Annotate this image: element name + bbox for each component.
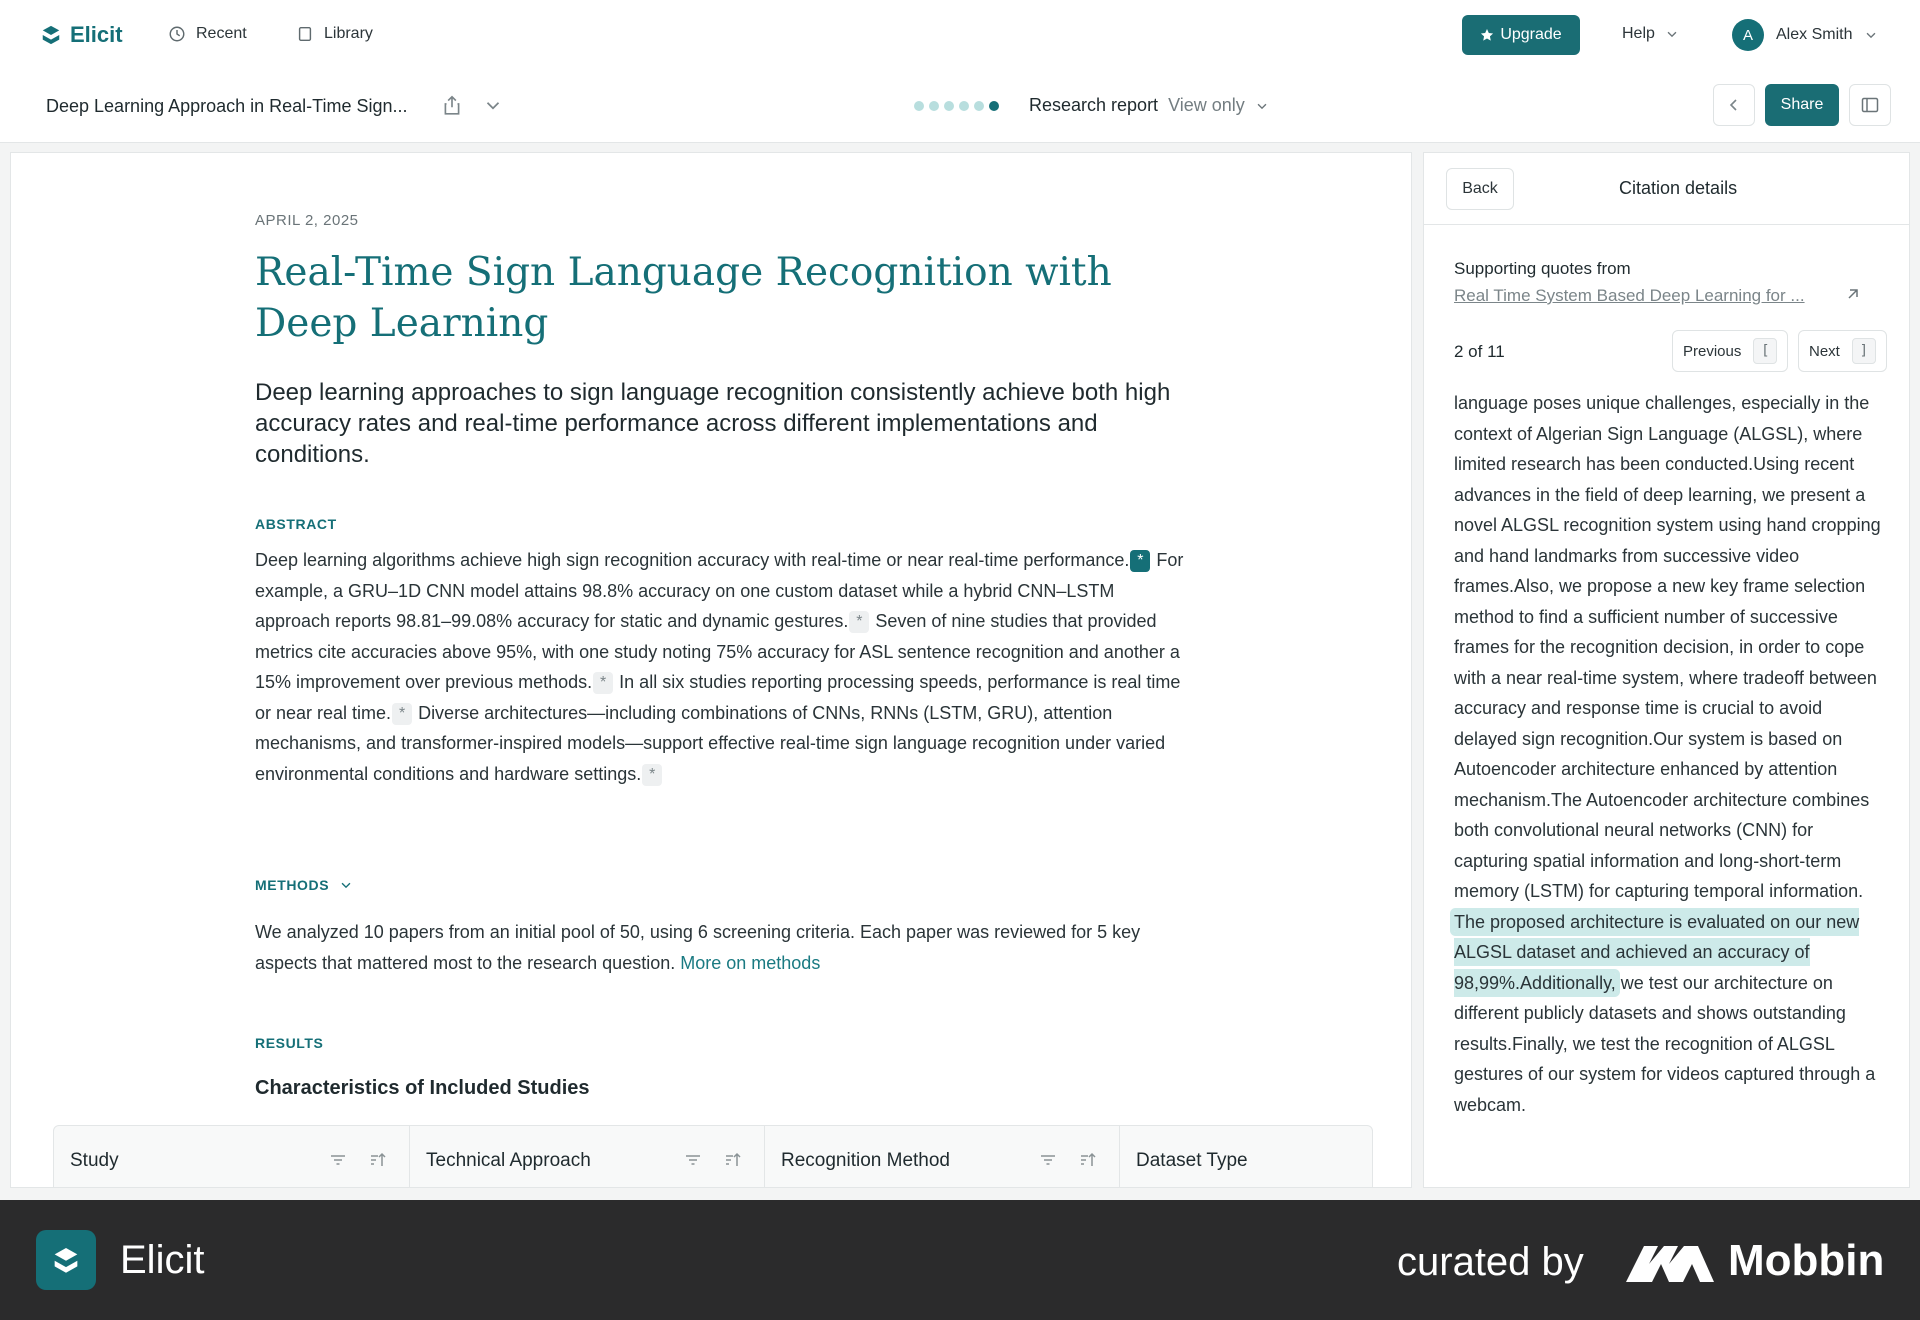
chevron-down-icon[interactable]	[482, 94, 504, 116]
progress-dot-active	[989, 101, 999, 111]
nav-recent-label: Recent	[196, 25, 247, 42]
brand-name: Elicit	[70, 22, 123, 47]
supporting-quotes-label: Supporting quotes from	[1454, 259, 1631, 278]
mobbin-wordmark: Mobbin	[1728, 1236, 1885, 1285]
chevron-down-icon	[1255, 99, 1269, 113]
user-name: Alex Smith	[1776, 26, 1853, 43]
citation-panel	[1423, 152, 1910, 1188]
methods-body: We analyzed 10 papers from an initial pool of 50, using 6 screening criteria. Each paper was reviewed for 5 key aspects that mattered most to the research question.	[255, 922, 1141, 973]
view-mode: View only	[1168, 95, 1245, 115]
methods-text	[255, 917, 1185, 978]
help-menu[interactable]	[1622, 25, 1679, 43]
report-date: APRIL 2, 2025	[255, 212, 359, 229]
column-label: Recognition Method	[781, 1150, 950, 1171]
progress-dot	[974, 101, 984, 111]
sort-icon[interactable]	[369, 1151, 387, 1169]
abstract-heading-label: ABSTRACT	[255, 516, 337, 532]
collapse-button[interactable]	[1713, 84, 1755, 126]
toggle-panel-button[interactable]	[1849, 84, 1891, 126]
column-label: Dataset Type	[1136, 1150, 1248, 1171]
progress-dot	[914, 101, 924, 111]
document-title[interactable]: Deep Learning Approach in Real-Time Sign...	[46, 96, 408, 116]
external-link-icon[interactable]	[1844, 285, 1862, 303]
book-icon	[296, 25, 314, 43]
elicit-logo-icon	[36, 1230, 96, 1290]
progress-dot	[959, 101, 969, 111]
nav-recent[interactable]	[168, 25, 247, 43]
sort-icon[interactable]	[1079, 1151, 1097, 1169]
share-icon[interactable]	[441, 94, 463, 116]
column-label: Technical Approach	[426, 1150, 591, 1171]
column-header-recognition-method[interactable]	[765, 1126, 1120, 1188]
methods-heading[interactable]	[255, 877, 353, 893]
citation-marker[interactable]: *	[593, 672, 613, 694]
progress-dots	[914, 101, 999, 111]
mobbin-logo-icon	[1626, 1240, 1714, 1282]
citation-marker[interactable]: *	[392, 703, 412, 725]
results-heading	[255, 1035, 324, 1051]
quote-highlight: The proposed architecture is evaluated on our new ALGSL dataset and achieved an accuracy of 98,99%.Additionally,	[1454, 911, 1860, 993]
filter-icon[interactable]	[329, 1151, 347, 1169]
report-label: Research report	[1029, 95, 1159, 115]
share-button[interactable]: Share	[1765, 84, 1839, 126]
quote-text: language poses unique challenges, especially in the context of Algerian Sign Language (ALGSL), where limited research has been conducted.Using recent advances in the field of deep learning, we present a novel ALGSL recognition system using hand cropping and hand landmarks from successive video frames.Also, we propose a new key frame selection method to find a sufficient number of successive frames for the recognition decision, in order to cope with a near real-time system, where tradeoff between accuracy and response time is crucial to avoid delayed sign recognition.Our system is based on Autoencoder architecture enhanced by attention mechanism.The Autoencoder architecture combines both convolutional neural networks (CNN) for capturing spatial information and long-short-term memory (LSTM) for capturing temporal information.	[1454, 393, 1881, 901]
back-button[interactable]: Back	[1446, 168, 1514, 210]
avatar: A	[1732, 19, 1764, 51]
chevron-down-icon	[1665, 27, 1679, 41]
upgrade-label: Upgrade	[1500, 26, 1562, 43]
progress-dot	[929, 101, 939, 111]
next-shortcut: ]	[1852, 338, 1876, 364]
chevron-down-icon	[1864, 28, 1878, 42]
nav-library[interactable]	[296, 25, 373, 43]
abstract-text	[255, 545, 1185, 789]
sidebar-toggle-icon	[1861, 96, 1879, 114]
user-menu[interactable]	[1732, 19, 1878, 51]
quote-text: we test our architecture on different publicly datasets and shows outstanding results.Finally, we test the recognition of ALGSL gestures of our system for videos captured through a webcam.	[1454, 972, 1876, 1115]
report-document	[10, 152, 1412, 1188]
abstract-sentence: Diverse architectures—including combinations of CNNs, RNNs (LSTM, GRU), attention mechanisms, and transformer-inspired models—support effective real-time sign language recognition under varied environmental conditions and hardware settings.	[255, 702, 1166, 784]
brand-logo[interactable]	[40, 22, 123, 48]
supporting-quote	[1454, 388, 1890, 1120]
help-label: Help	[1622, 25, 1655, 42]
mobbin-logo	[1626, 1236, 1884, 1286]
filter-icon[interactable]	[684, 1151, 702, 1169]
chevron-left-icon	[1726, 97, 1742, 113]
next-button[interactable]	[1798, 330, 1887, 372]
report-summary: Deep learning approaches to sign language recognition consistently achieve both high accuracy rates and real-time performance across different implementations and conditions.	[255, 379, 1171, 468]
column-header-study[interactable]	[54, 1126, 410, 1188]
citation-marker[interactable]: *	[849, 611, 869, 633]
column-header-dataset-type[interactable]	[1120, 1126, 1372, 1188]
abstract-sentence: Deep learning algorithms achieve high sign recognition accuracy with real-time or near real-time performance.	[255, 550, 1130, 570]
next-label: Next	[1809, 342, 1840, 360]
footer-brand: Elicit	[120, 1238, 205, 1282]
more-on-methods-link[interactable]: More on methods	[680, 952, 821, 973]
abstract-heading	[255, 516, 337, 532]
column-label: Study	[70, 1150, 119, 1171]
report-title: Real-Time Sign Language Recognition with Deep Learning	[255, 250, 1112, 346]
curated-by-label: curated by	[1397, 1240, 1584, 1284]
previous-shortcut: [	[1753, 338, 1777, 364]
previous-label: Previous	[1683, 342, 1742, 360]
report-mode[interactable]	[1029, 95, 1269, 116]
nav-library-label: Library	[324, 25, 373, 42]
citation-marker[interactable]: *	[642, 764, 662, 786]
results-heading-label: RESULTS	[255, 1035, 324, 1051]
elicit-logo-icon	[40, 24, 62, 46]
filter-icon[interactable]	[1039, 1151, 1057, 1169]
citation-panel-title: Citation details	[1619, 178, 1738, 198]
methods-heading-label: METHODS	[255, 877, 330, 893]
source-paper-link[interactable]: Real Time System Based Deep Learning for ...	[1454, 286, 1805, 305]
previous-button[interactable]	[1672, 330, 1788, 372]
document-toolbar	[0, 70, 1920, 143]
table-title: Characteristics of Included Studies	[255, 1077, 590, 1099]
column-header-technical-approach[interactable]	[410, 1126, 765, 1188]
progress-dot	[944, 101, 954, 111]
quote-counter: 2 of 11	[1454, 342, 1505, 361]
upgrade-button[interactable]	[1462, 15, 1580, 55]
top-nav	[0, 0, 1920, 70]
abstract-sentence: In all six studies reporting processing speeds, performance is real time or near real time.	[255, 672, 1181, 723]
abstract-sentence: Seven of nine studies that provided metrics cite accuracies above 95%, with one study noting 75% accuracy for ASL sentence recognition and another a 15% improvement over previous methods.	[255, 611, 1180, 692]
chevron-down-icon	[339, 878, 353, 892]
footer-banner	[0, 1200, 1920, 1320]
studies-table-header	[53, 1125, 1373, 1188]
sort-icon[interactable]	[724, 1151, 742, 1169]
abstract-sentence: For example, a GRU–1D CNN model attains 98.8% accuracy on one custom dataset while a hybrid CNN–LSTM approach reports 98.81–99.08% accuracy for static and dynamic gestures.	[255, 550, 1184, 631]
citation-panel-header	[1424, 153, 1909, 225]
star-icon	[1480, 28, 1494, 42]
citation-marker-active[interactable]: *	[1130, 550, 1150, 572]
clock-icon	[168, 25, 186, 43]
